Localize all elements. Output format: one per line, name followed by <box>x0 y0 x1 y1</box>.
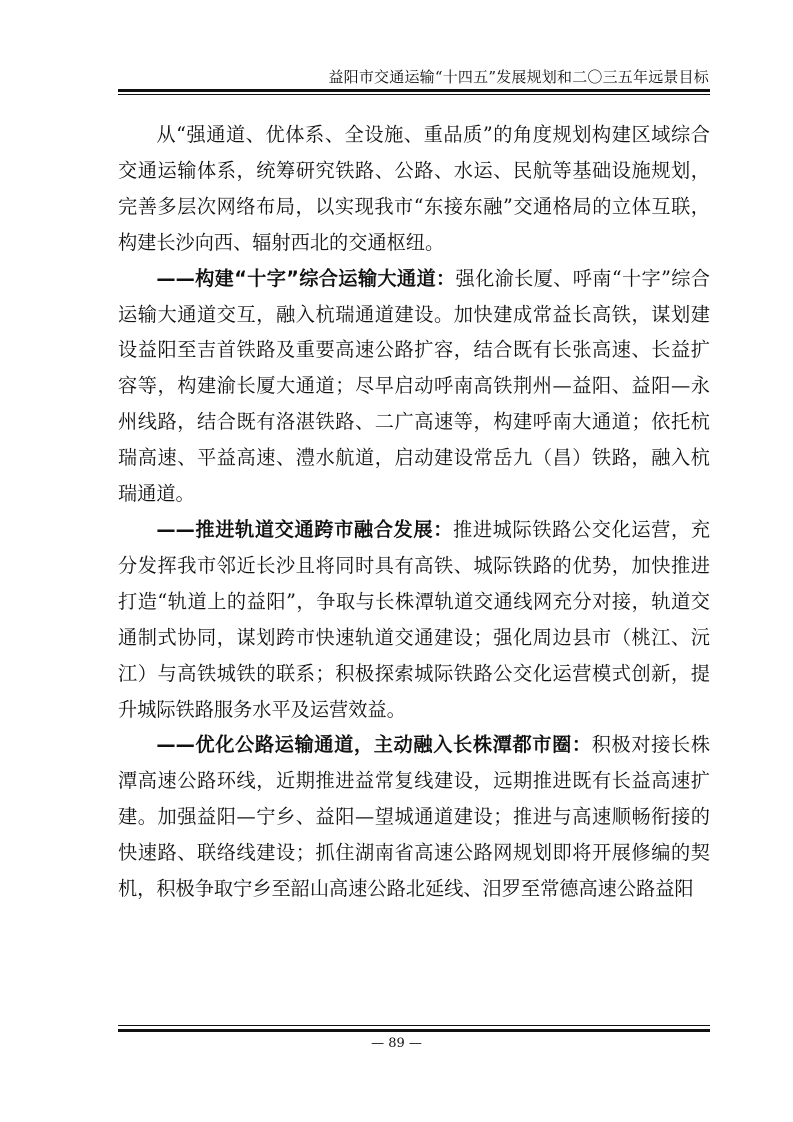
document-body <box>118 117 710 907</box>
paragraph-cross-corridor <box>118 261 710 512</box>
paragraph-text: 推进城际铁路公交化运营，充分发挥我市邻近长沙且将同时具有高铁、城际铁路的优势，加快推进打造“轨道上的益阳”，争取与长株潭轨道交通线网充分对接，轨道交通制式协同，谋划跨市快速轨道交通建设；强化周边县市（桃江、沅江）与高铁城铁的联系；积极探索城际铁路公交化运营模式创新，提升城际铁路服务水平及运营效益。 <box>118 517 711 721</box>
page-number: — 89 — <box>371 1036 422 1051</box>
paragraph-intro <box>118 117 710 261</box>
paragraph-lead: ——优化公路运输通道，主动融入长株潭都市圈： <box>156 733 592 757</box>
header-rule-thin <box>118 94 710 95</box>
footer-rule-thick <box>118 1029 710 1032</box>
paragraph-text: 强化渝长厦、呼南“十字”综合运输大通道交互，融入杭瑞通道建设。加快建成常益长高铁，谋划建设益阳至吉首铁路及重要高速公路扩容，结合既有长张高速、长益扩容等，构建渝长厦大通道；尽早启动呼南高铁荆州—益阳、益阳—永州线路，结合既有洛湛铁路、二广高速等，构建呼南大通道；依托杭瑞高速、平益高速、澧水航道，启动建设常岳九（昌）铁路，融入杭瑞通道。 <box>118 266 710 506</box>
paragraph-lead: ——构建“十字”综合运输大通道： <box>156 266 456 290</box>
paragraph-rail-transit <box>118 512 710 727</box>
running-header-title: 益阳市交通运输“十四五”发展规划和二〇三五年远景目标 <box>328 68 709 86</box>
footer-rule-thin <box>118 1025 710 1026</box>
paragraph-text: 从“强通道、优体系、全设施、重品质”的角度规划构建区域综合交通运输体系，统筹研究铁路、公路、水运、民航等基础设施规划，完善多层次网络布局，以实现我市“东接东融”交通格局的立体互联，构建长沙向西、辐射西北的交通枢纽。 <box>118 123 710 254</box>
paragraph-highway-corridor <box>118 727 710 907</box>
paragraph-text: 积极对接长株潭高速公路环线，近期推进益常复线建设，远期推进既有长益高速扩建。加强益阳—宁乡、益阳—望城通道建设；推进与高速顺畅衔接的快速路、联络线建设；抓住湖南省高速公路网规划即将开展修编的契机，积极争取宁乡至韶山高速公路北延线、汨罗至常德高速公路益阳 <box>118 733 711 901</box>
header-rule-thick <box>118 89 710 92</box>
paragraph-lead: ——推进轨道交通跨市融合发展： <box>156 517 454 541</box>
